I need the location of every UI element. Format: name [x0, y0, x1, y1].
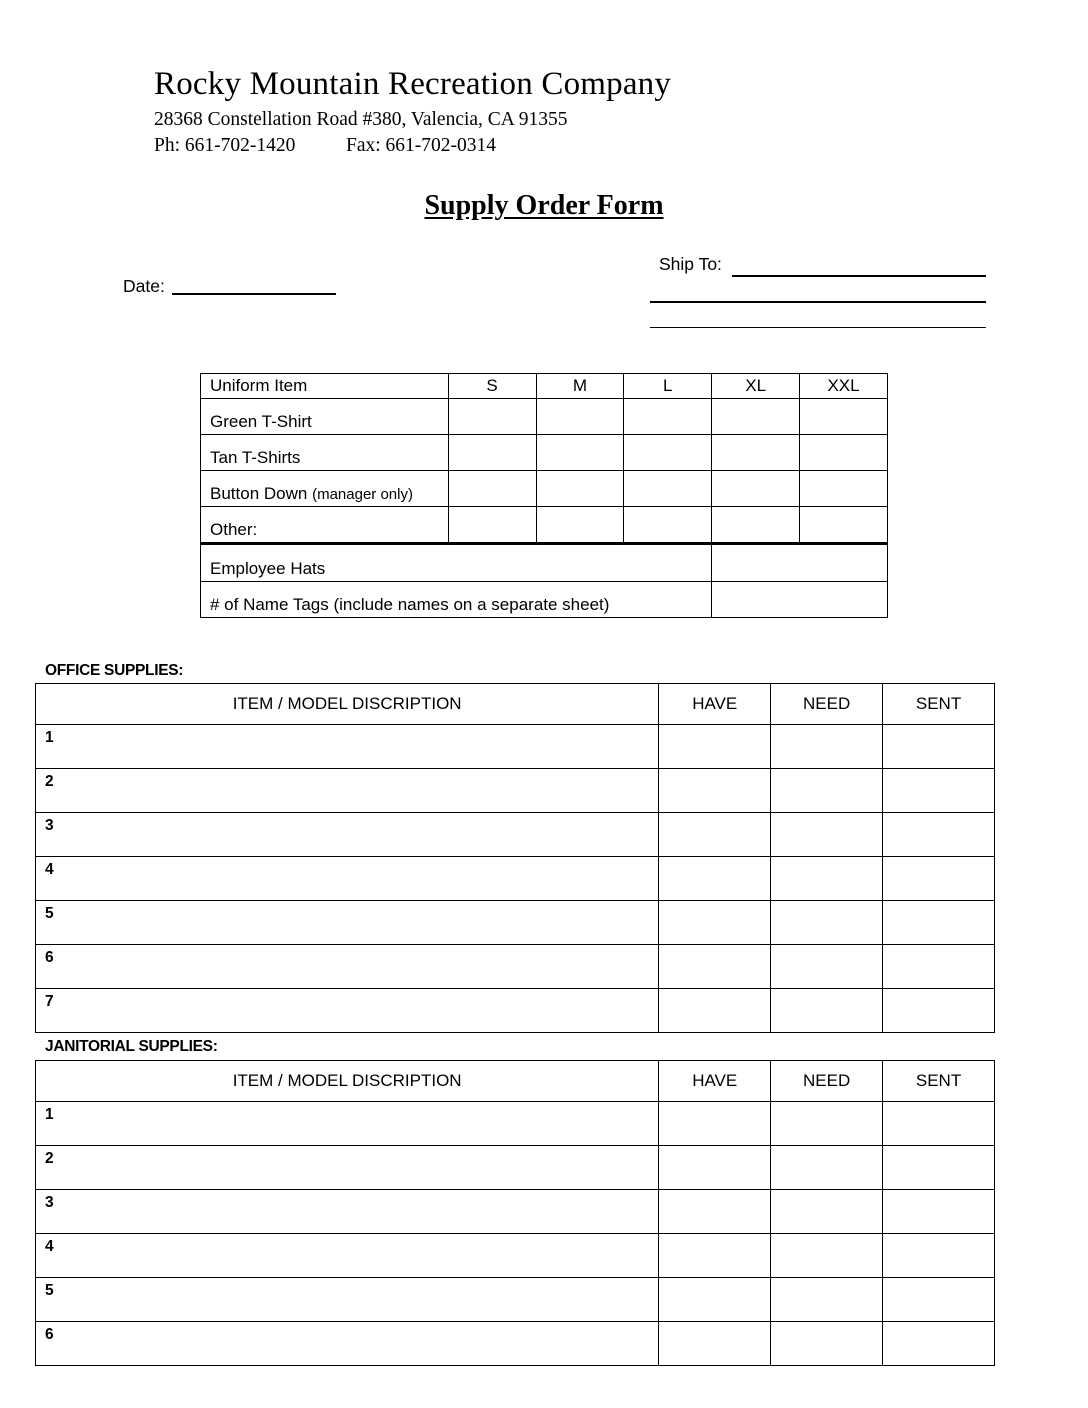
uniform-cell[interactable]: [800, 435, 888, 471]
need-cell[interactable]: [771, 769, 883, 813]
janitorial-item-cell[interactable]: 4: [36, 1234, 659, 1278]
sent-cell[interactable]: [883, 857, 995, 901]
uniform-item-label: Other:: [201, 507, 449, 544]
uniform-item-label: Tan T-Shirts: [201, 435, 449, 471]
company-name: Rocky Mountain Recreation Company: [154, 66, 672, 102]
office-item-cell[interactable]: 3: [36, 813, 659, 857]
name-tags-label: # of Name Tags (include names on a separate sheet): [201, 582, 712, 618]
have-cell[interactable]: [659, 989, 771, 1033]
office-header-description: ITEM / MODEL DISCRIPTION: [36, 684, 659, 725]
table-row: [36, 1322, 995, 1366]
uniform-cell[interactable]: [800, 399, 888, 435]
office-header-have: HAVE: [659, 684, 771, 725]
uniform-item-label: [201, 471, 449, 507]
hats-qty-cell[interactable]: [712, 544, 888, 582]
janitorial-header-need: NEED: [771, 1061, 883, 1102]
uniform-cell[interactable]: [712, 507, 800, 544]
table-row: [36, 989, 995, 1033]
janitorial-item-cell[interactable]: 1: [36, 1102, 659, 1146]
office-item-cell[interactable]: 4: [36, 857, 659, 901]
office-item-cell[interactable]: 5: [36, 901, 659, 945]
have-cell[interactable]: [659, 901, 771, 945]
table-row: [36, 769, 995, 813]
uniform-header-l: L: [624, 374, 712, 399]
office-header-row: [36, 684, 995, 725]
table-row: [36, 857, 995, 901]
uniform-row-hats: [201, 544, 888, 582]
uniform-row-button-down: [201, 471, 888, 507]
sent-cell[interactable]: [883, 989, 995, 1033]
office-supplies-label: OFFICE SUPPLIES:: [45, 662, 184, 679]
janitorial-header-have: HAVE: [659, 1061, 771, 1102]
uniform-table: [200, 373, 888, 618]
need-cell[interactable]: [771, 901, 883, 945]
have-cell[interactable]: [659, 725, 771, 769]
ship-to-line-2[interactable]: [650, 301, 986, 303]
uniform-header-m: M: [536, 374, 624, 399]
sent-cell[interactable]: [883, 1234, 995, 1278]
uniform-cell[interactable]: [536, 507, 624, 544]
sent-cell[interactable]: [883, 725, 995, 769]
have-cell[interactable]: [659, 857, 771, 901]
need-cell[interactable]: [771, 813, 883, 857]
table-row: [36, 1102, 995, 1146]
office-header-sent: SENT: [883, 684, 995, 725]
office-header-need: NEED: [771, 684, 883, 725]
ship-to-line-3[interactable]: [650, 327, 986, 328]
uniform-cell[interactable]: [712, 435, 800, 471]
company-phone: Ph: 661-702-1420: [154, 135, 296, 156]
date-line[interactable]: [172, 293, 336, 295]
uniform-header-xxl: XXL: [800, 374, 888, 399]
janitorial-supplies-table: [35, 1060, 995, 1366]
office-item-cell[interactable]: 7: [36, 989, 659, 1033]
have-cell[interactable]: [659, 813, 771, 857]
need-cell[interactable]: [771, 1278, 883, 1322]
table-row: [36, 813, 995, 857]
need-cell[interactable]: [771, 1146, 883, 1190]
need-cell[interactable]: [771, 857, 883, 901]
sent-cell[interactable]: [883, 1102, 995, 1146]
uniform-row-name-tags: [201, 582, 888, 618]
uniform-cell[interactable]: [448, 435, 536, 471]
have-cell[interactable]: [659, 1278, 771, 1322]
uniform-cell[interactable]: [448, 507, 536, 544]
office-item-cell[interactable]: 6: [36, 945, 659, 989]
company-fax: Fax: 661-702-0314: [346, 135, 497, 156]
uniform-cell[interactable]: [448, 471, 536, 507]
sent-cell[interactable]: [883, 1278, 995, 1322]
uniform-cell[interactable]: [536, 471, 624, 507]
janitorial-header-sent: SENT: [883, 1061, 995, 1102]
need-cell[interactable]: [771, 1102, 883, 1146]
uniform-row-green-tshirt: [201, 399, 888, 435]
table-row: [36, 1234, 995, 1278]
janitorial-item-cell[interactable]: 5: [36, 1278, 659, 1322]
janitorial-item-cell[interactable]: 3: [36, 1190, 659, 1234]
uniform-cell[interactable]: [800, 471, 888, 507]
sent-cell[interactable]: [883, 1322, 995, 1366]
button-down-label: Button Down: [210, 484, 308, 504]
janitorial-item-cell[interactable]: 2: [36, 1146, 659, 1190]
have-cell[interactable]: [659, 1234, 771, 1278]
need-cell[interactable]: [771, 725, 883, 769]
uniform-cell[interactable]: [448, 399, 536, 435]
have-cell[interactable]: [659, 945, 771, 989]
ship-to-label: Ship To:: [659, 254, 722, 274]
sent-cell[interactable]: [883, 813, 995, 857]
sent-cell[interactable]: [883, 901, 995, 945]
office-supplies-table: [35, 683, 995, 1033]
hats-label: Employee Hats: [201, 544, 712, 582]
janitorial-item-cell[interactable]: 6: [36, 1322, 659, 1366]
need-cell[interactable]: [771, 1190, 883, 1234]
uniform-item-label: Green T-Shirt: [201, 399, 449, 435]
janitorial-header-row: [36, 1061, 995, 1102]
table-row: [36, 945, 995, 989]
uniform-header-item: Uniform Item: [201, 374, 449, 399]
have-cell[interactable]: [659, 1190, 771, 1234]
need-cell[interactable]: [771, 1322, 883, 1366]
uniform-cell[interactable]: [536, 399, 624, 435]
table-row: [36, 901, 995, 945]
office-item-cell[interactable]: 1: [36, 725, 659, 769]
table-row: [36, 1146, 995, 1190]
need-cell[interactable]: [771, 1234, 883, 1278]
uniform-cell[interactable]: [624, 471, 712, 507]
uniform-cell[interactable]: [800, 507, 888, 544]
table-row: [36, 1278, 995, 1322]
uniform-cell[interactable]: [712, 471, 800, 507]
uniform-cell[interactable]: [536, 435, 624, 471]
office-item-cell[interactable]: 2: [36, 769, 659, 813]
uniform-header-row: [201, 374, 888, 399]
button-down-note: (manager only): [312, 486, 413, 504]
uniform-cell[interactable]: [624, 399, 712, 435]
uniform-cell[interactable]: [624, 435, 712, 471]
name-tags-qty-cell[interactable]: [712, 582, 888, 618]
have-cell[interactable]: [659, 1102, 771, 1146]
have-cell[interactable]: [659, 1322, 771, 1366]
date-label: Date:: [123, 276, 165, 296]
have-cell[interactable]: [659, 769, 771, 813]
company-address: 28368 Constellation Road #380, Valencia, CA 91355: [154, 109, 568, 130]
uniform-header-s: S: [448, 374, 536, 399]
uniform-row-tan-tshirts: [201, 435, 888, 471]
janitorial-header-description: ITEM / MODEL DISCRIPTION: [36, 1061, 659, 1102]
uniform-header-xl: XL: [712, 374, 800, 399]
sent-cell[interactable]: [883, 769, 995, 813]
table-row: [36, 725, 995, 769]
sent-cell[interactable]: [883, 945, 995, 989]
have-cell[interactable]: [659, 1146, 771, 1190]
uniform-cell[interactable]: [624, 507, 712, 544]
janitorial-supplies-label: JANITORIAL SUPPLIES:: [45, 1038, 218, 1055]
need-cell[interactable]: [771, 945, 883, 989]
uniform-row-other: [201, 507, 888, 544]
sent-cell[interactable]: [883, 1190, 995, 1234]
uniform-cell[interactable]: [712, 399, 800, 435]
form-title: Supply Order Form: [424, 190, 664, 221]
table-row: [36, 1190, 995, 1234]
ship-to-line-1[interactable]: [732, 275, 986, 277]
sent-cell[interactable]: [883, 1146, 995, 1190]
need-cell[interactable]: [771, 989, 883, 1033]
